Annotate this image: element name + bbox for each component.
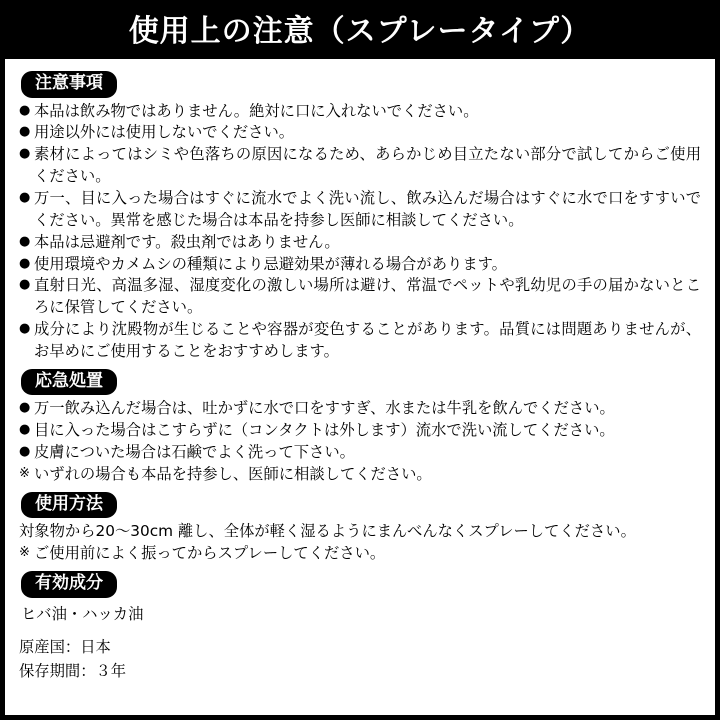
list-item-note: [19, 543, 701, 565]
bullet-icon: ●: [19, 277, 31, 293]
section-heading: 応急処置: [21, 369, 117, 396]
section-heading: 使用方法: [21, 492, 117, 519]
storage-period: 保存期間：３年: [19, 662, 127, 681]
section-precautions: [19, 67, 701, 363]
bullet-icon: ●: [19, 233, 31, 249]
list-item-text: 成分により沈殿物が生じることや容器が変色することがあります。品質には問題ありませんが、お早めにご使用することをおすすめします。: [34, 320, 701, 360]
bullet-icon: ●: [19, 422, 31, 438]
list-item-text: 万一、目に入った場合はすぐに流水でよく洗い流し、飲み込んだ場合はすぐに水で口をすすいでください。異常を感じた場合は本品を持参し医師に相談してください。: [34, 188, 701, 229]
section-first-aid: [19, 365, 701, 486]
list-item-text: 本品は忌避剤です。殺虫剤ではありません。: [34, 232, 340, 251]
list-item-text: 目に入った場合はこすらずに（コンタクトは外します）流水で洗い流してください。: [34, 421, 615, 440]
list-item-note: [19, 464, 701, 486]
list-item: [19, 420, 701, 442]
list-item-text: いずれの場合も本品を持参し、医師に相談してください。: [34, 464, 432, 483]
bullet-icon: ●: [19, 102, 31, 118]
note-marker-icon: ※: [19, 545, 30, 561]
list-item-text: 素材によってはシミや色落ちの原因になるため、あらかじめ目立たない部分で試してからご使用ください。: [34, 145, 701, 186]
list-item: [19, 232, 701, 254]
section-active-ingredients: [19, 567, 701, 625]
list-item: [19, 275, 701, 319]
section-usage: [19, 488, 701, 565]
section-body: [19, 398, 701, 485]
list-item: [19, 398, 701, 420]
list-item-text: 用途以外には使用しないでください。: [34, 123, 295, 142]
list-item: [19, 101, 701, 123]
ingredients-text: ヒバ油・ハッカ油: [21, 604, 144, 623]
bullet-icon: ●: [19, 124, 31, 140]
bullet-icon: ●: [19, 255, 31, 271]
list-item: [19, 319, 701, 363]
list-item: [19, 122, 701, 144]
bullet-icon: ●: [19, 400, 31, 416]
list-item-text: 直射日光、高温多湿、湿度変化の激しい場所は避け、常温でペットや乳幼児の手の届かないところに保管してください。: [34, 276, 701, 317]
list-item: [19, 144, 701, 188]
section-body: [19, 101, 701, 363]
section-body: [19, 521, 701, 565]
section-heading: 注意事項: [21, 71, 117, 98]
list-item-text: 万一飲み込んだ場合は、吐かずに水で口をすすぎ、水または牛乳を飲んでください。: [34, 399, 615, 418]
content-area: [5, 59, 715, 684]
origin-country: 原産国：日本: [19, 637, 111, 656]
list-item: [19, 188, 701, 232]
section-heading: 有効成分: [21, 571, 117, 598]
bullet-icon: ●: [19, 444, 31, 460]
list-item-text: ご使用前によく振ってからスプレーしてください。: [34, 544, 386, 563]
page-title: 使用上の注意（スプレータイプ）: [128, 14, 592, 49]
note-marker-icon: ※: [19, 465, 30, 481]
footer-info: [19, 636, 701, 684]
list-item-text: 皮膚についた場合は石鹸でよく洗って下さい。: [34, 443, 355, 462]
title-bar: [5, 5, 715, 59]
list-item-text: 使用環境やカメムシの種類により忌避効果が薄れる場合があります。: [34, 254, 507, 273]
bullet-icon: ●: [19, 146, 31, 162]
bullet-icon: ●: [19, 189, 31, 205]
list-item-text: 本品は飲み物ではありません。絶対に口に入れないでください。: [34, 101, 479, 120]
bullet-icon: ●: [19, 321, 31, 337]
list-item: [19, 442, 701, 464]
usage-text: 対象物から20〜30cm 離し、全体が軽く湿るようにまんべんなくスプレーしてください。: [19, 522, 636, 541]
list-item: [19, 254, 701, 276]
